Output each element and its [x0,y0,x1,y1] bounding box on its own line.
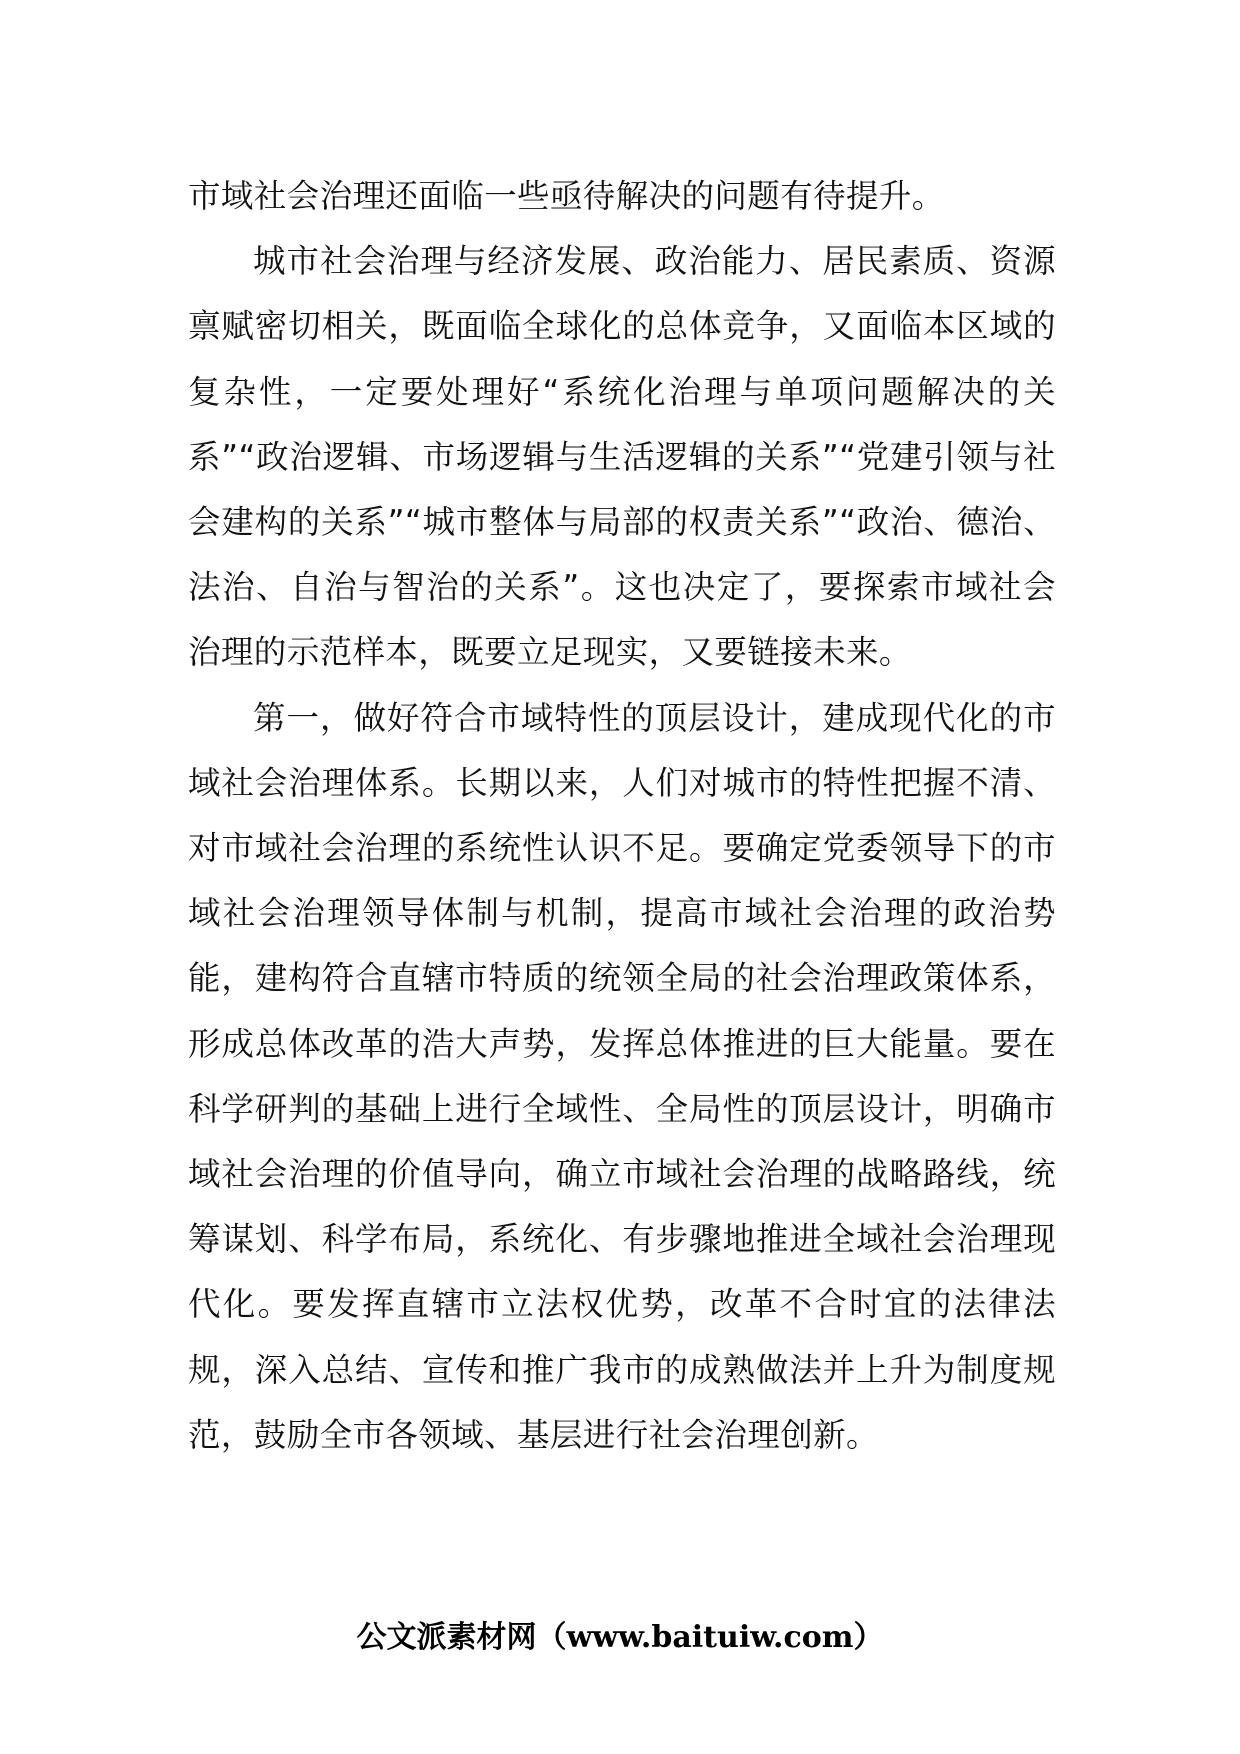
footer-watermark-text: 公文派素材网（www.baituiw.com） [356,1620,884,1655]
paragraph-1: 市域社会治理还面临一些亟待解决的问题有待提升。 [188,177,945,215]
document-body [188,164,1056,1468]
paragraph-2: 城市社会治理与经济发展、政治能力、居民素质、资源禀赋密切相关，既面临全球化的总体竞争，又面临本区域的复杂性，一定要处理好“系统化治理与单项问题解决的关系”“政治逻辑、市场逻辑与生活逻辑的关系”“党建引领与社会建构的关系”“城市整体与局部的权责关系”“政治、德治、法治、自治与智治的关系”。这也决定了，要探索市域社会治理的示范样本，既要立足现实，又要链接未来。 [188,242,1056,672]
paragraph-3: 第一，做好符合市域特性的顶层设计，建成现代化的市域社会治理体系。长期以来，人们对城市的特性把握不清、对市域社会治理的系统性认识不足。要确定党委领导下的市域社会治理领导体制与机制，提高市域社会治理的政治势能，建构符合直辖市特质的统领全局的社会治理政策体系，形成总体改革的浩大声势，发挥总体推进的巨大能量。要在科学研判的基础上进行全域性、全局性的顶层设计，明确市域社会治理的价值导向，确立市域社会治理的战略路线，统筹谋划、科学布局，系统化、有步骤地推进全域社会治理现代化。要发挥直辖市立法权优势，改革不合时宜的法律法规，深入总结、宣传和推广我市的成熟做法并上升为制度规范，鼓励全市各领域、基层进行社会治理创新。 [188,698,1056,1454]
